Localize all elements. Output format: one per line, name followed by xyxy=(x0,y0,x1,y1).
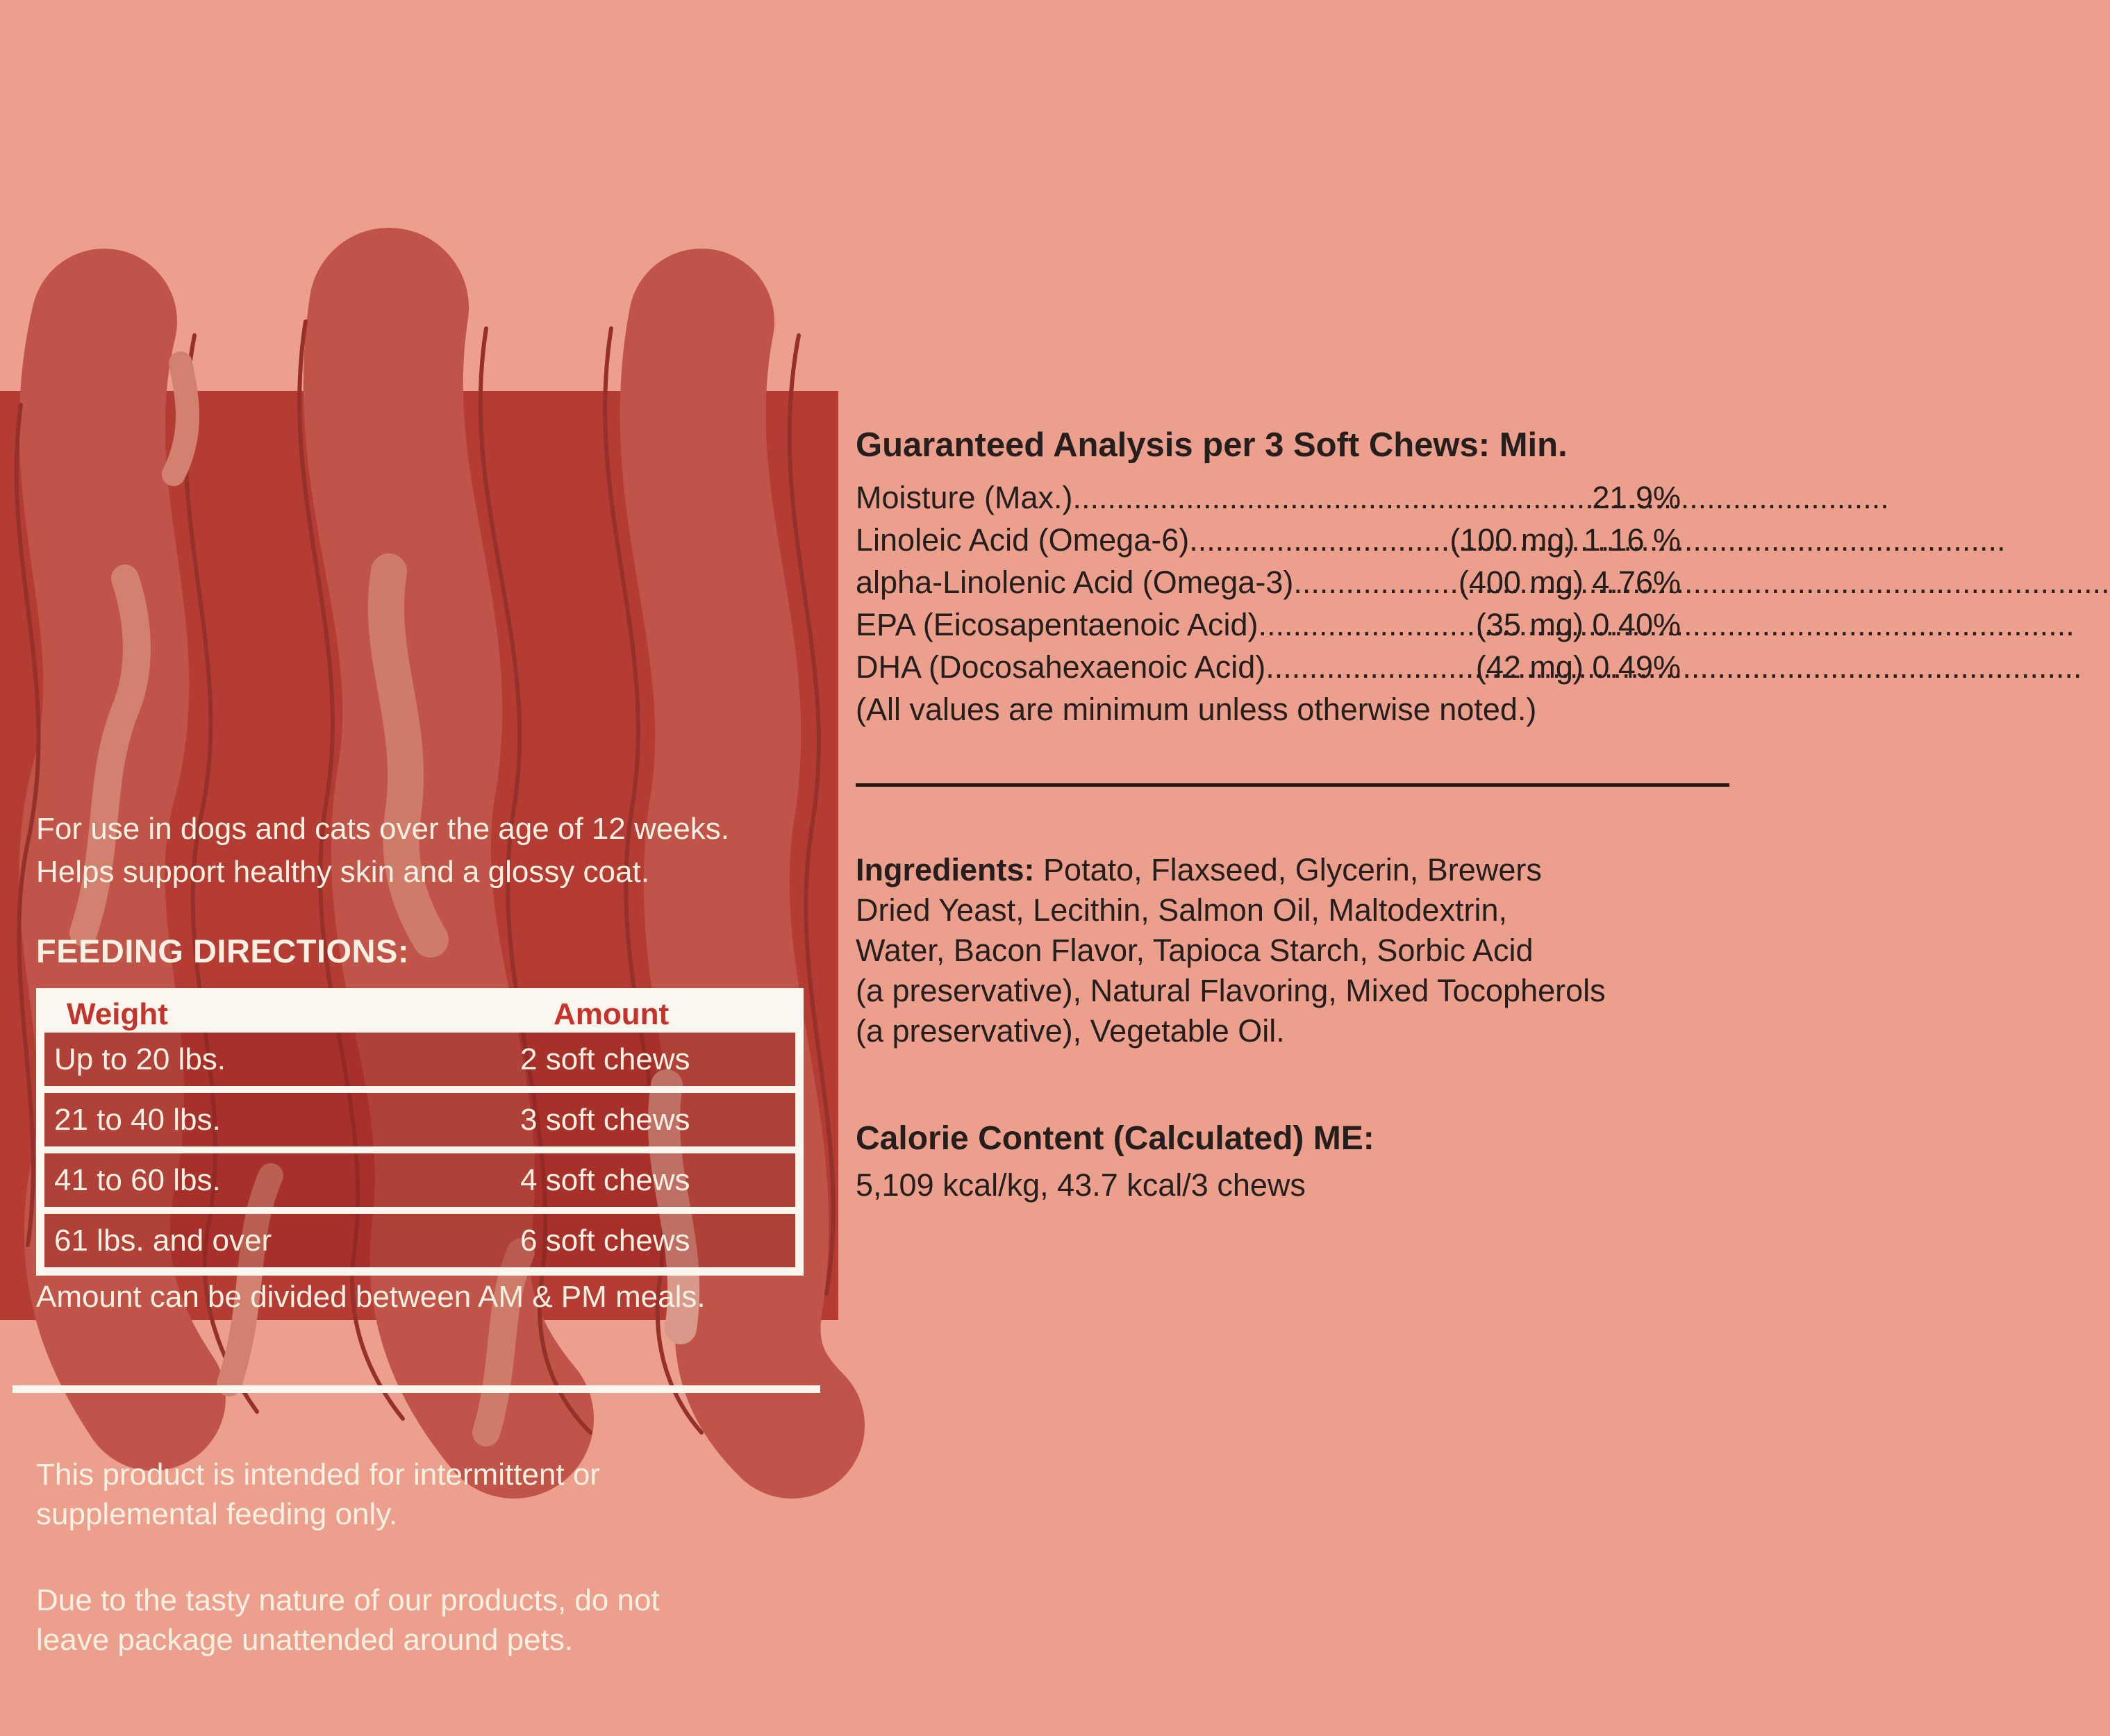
ingredients-label: Ingredients: xyxy=(856,852,1035,887)
ingredients-line: Dried Yeast, Lecithin, Salmon Oil, Maltodextrin, xyxy=(856,892,1507,928)
weight-cell: 61 lbs. and over xyxy=(54,1223,272,1258)
analysis-row xyxy=(856,519,1681,561)
amount-column-header: Amount xyxy=(554,997,670,1031)
intermittent-feeding-note xyxy=(36,1455,600,1534)
split-dose-note: Amount can be divided between AM & PM meals. xyxy=(36,1280,706,1314)
analysis-value: (100 mg) 1.16 % xyxy=(1449,522,1681,558)
table-row xyxy=(44,1146,795,1207)
feeding-directions-panel xyxy=(0,391,838,1657)
analysis-row xyxy=(856,561,1681,603)
intro-paragraph xyxy=(36,808,729,894)
analysis-value: (400 mg) 4.76% xyxy=(1458,565,1681,600)
dot-leader xyxy=(1189,519,1444,561)
amount-cell: 2 soft chews xyxy=(520,1042,690,1076)
analysis-row xyxy=(856,646,1681,688)
dot-leader xyxy=(1258,603,1470,646)
panel-divider-line xyxy=(13,1385,820,1393)
guaranteed-analysis-heading: Guaranteed Analysis per 3 Soft Chews: Min. xyxy=(856,426,1568,464)
calorie-content-value: 5,109 kcal/kg, 43.7 kcal/3 chews xyxy=(856,1167,1306,1203)
dot-leader xyxy=(1265,646,1470,688)
analysis-label: alpha-Linolenic Acid (Omega-3) xyxy=(856,565,1294,600)
guaranteed-analysis-list xyxy=(856,476,1681,731)
analysis-row xyxy=(856,476,1681,519)
intro-line-1: For use in dogs and cats over the age of 12 weeks. xyxy=(36,812,729,846)
analysis-label: Moisture (Max.) xyxy=(856,480,1073,515)
amount-cell: 6 soft chews xyxy=(520,1223,690,1258)
analysis-value: 21.9% xyxy=(1592,480,1681,515)
table-row xyxy=(44,1086,795,1146)
analysis-row xyxy=(856,603,1681,646)
intermittent-note-line-1: This product is intended for intermittent or xyxy=(36,1458,600,1492)
analysis-minimum-note: (All values are minimum unless otherwise noted.) xyxy=(856,692,1537,727)
ingredients-line: (a preservative), Vegetable Oil. xyxy=(856,1013,1285,1049)
weight-cell: Up to 20 lbs. xyxy=(54,1042,226,1076)
analysis-label: EPA (Eicosapentaenoic Acid) xyxy=(856,607,1258,642)
weight-cell: 41 to 60 lbs. xyxy=(54,1162,221,1197)
intro-line-2: Helps support healthy skin and a glossy coat. xyxy=(36,855,649,889)
ingredients-line: Water, Bacon Flavor, Tapioca Starch, Sorbic Acid xyxy=(856,933,1534,968)
dot-leader xyxy=(1293,561,1452,603)
analysis-label: DHA (Docosahexaenoic Acid) xyxy=(856,649,1266,685)
analysis-label: Linoleic Acid (Omega-6) xyxy=(856,522,1190,558)
tasty-note-line-2: leave package unattended around pets. xyxy=(36,1623,574,1657)
tasty-note-line-1: Due to the tasty nature of our products, do not xyxy=(36,1583,660,1617)
right-column-divider-line xyxy=(856,783,1729,787)
table-row xyxy=(44,1033,795,1086)
weight-cell: 21 to 40 lbs. xyxy=(54,1102,221,1137)
intermittent-note-line-2: supplemental feeding only. xyxy=(36,1497,398,1531)
dot-leader xyxy=(1073,476,1587,519)
analysis-value: (35 mg) 0.40% xyxy=(1475,607,1681,642)
weight-column-header: Weight xyxy=(67,997,168,1031)
table-row xyxy=(44,1207,795,1267)
amount-cell: 4 soft chews xyxy=(520,1162,690,1197)
ingredients-text: Potato, Flaxseed, Glycerin, Brewers xyxy=(1043,852,1542,887)
ingredients-block xyxy=(856,850,1736,1051)
amount-cell: 3 soft chews xyxy=(520,1102,690,1137)
ingredients-line: (a preservative), Natural Flavoring, Mixed Tocopherols xyxy=(856,973,1606,1008)
feeding-directions-heading: FEEDING DIRECTIONS: xyxy=(36,933,409,969)
tasty-warning-note xyxy=(36,1580,660,1660)
analysis-value: (42 mg) 0.49% xyxy=(1475,649,1681,685)
ingredients-line xyxy=(856,850,1736,890)
feeding-table-header-row xyxy=(44,996,795,1033)
calorie-content-heading: Calorie Content (Calculated) ME: xyxy=(856,1120,1374,1157)
feeding-table xyxy=(36,988,804,1276)
